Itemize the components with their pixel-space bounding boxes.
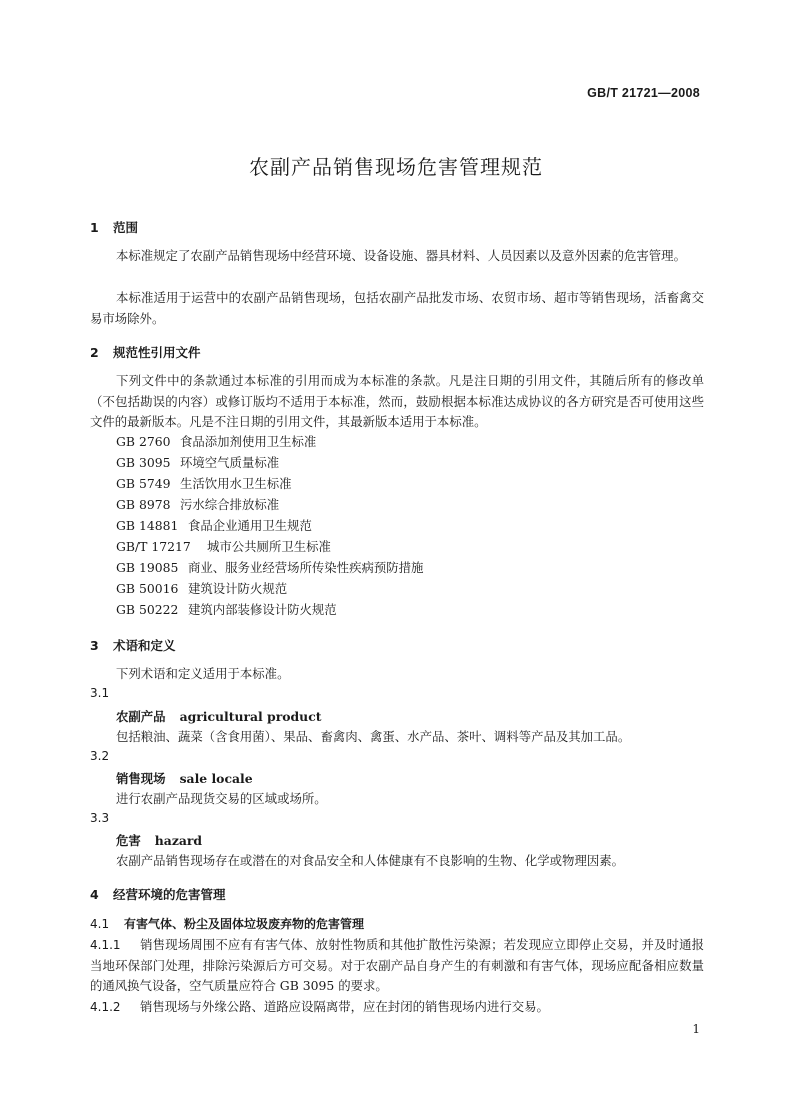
terms-intro: 下列术语和定义适用于本标准。: [116, 666, 290, 681]
reference-code: GB 8978: [116, 497, 171, 512]
reference-item: [116, 558, 423, 576]
reference-code: GB 5749: [116, 476, 171, 491]
scope-paragraph-2: 本标准适用于运营中的农副产品销售现场，包括农副产品批发市场、农贸市场、超市等销售现场，活畜禽交易市场除外。: [90, 290, 704, 326]
term-chinese: 农副产品: [116, 709, 166, 724]
section-2-heading: [90, 343, 201, 361]
term-chinese: 销售现场: [116, 771, 166, 786]
term-definition: 包括粮油、蔬菜（含食用菌）、果品、畜禽肉、禽蛋、水产品、茶叶、调料等产品及其加工品。: [116, 729, 631, 744]
clause-text: 销售现场周围不应有有害气体、放射性物质和其他扩散性污染源；若发现应立即停止交易，并及时通报当地环保部门处理，排除污染源后方可交易。对于农副产品自身产生的有刺激和有害气体，现场应配备相应数量的通风换气设备，空气质量应符合 GB 3095 的要求。: [90, 937, 704, 993]
section-4-heading: [90, 885, 226, 903]
term-number: 3.2: [90, 749, 110, 763]
reference-title: 建筑设计防火规范: [188, 581, 288, 596]
section-title: 经营环境的危害管理: [113, 887, 226, 902]
section-title: 规范性引用文件: [113, 345, 201, 360]
subsection-number: 4.1: [90, 917, 110, 931]
reference-code: GB 19085: [116, 560, 179, 575]
section-number: 4: [90, 887, 99, 902]
section-title: 术语和定义: [113, 638, 176, 653]
reference-item: [116, 474, 292, 492]
reference-item: [116, 579, 287, 597]
reference-item: [116, 516, 312, 534]
section-title: 范围: [113, 220, 139, 235]
section-number: 2: [90, 345, 99, 360]
term-english: sale locale: [179, 771, 253, 786]
term-number: 3.3: [90, 811, 110, 825]
standard-number: GB/T 21721—2008: [587, 86, 700, 100]
reference-code: GB 2760: [116, 434, 171, 449]
reference-code: GB/T 17217: [116, 539, 191, 554]
reference-code: GB 14881: [116, 518, 179, 533]
reference-title: 城市公共厕所卫生标准: [207, 539, 331, 554]
reference-code: GB 50016: [116, 581, 179, 596]
clause-number: 4.1.2: [90, 1000, 121, 1014]
section-number: 3: [90, 638, 99, 653]
term-heading: [116, 769, 253, 787]
page-number: 1: [692, 1022, 700, 1036]
reference-title: 生活饮用水卫生标准: [180, 476, 292, 491]
term-heading: [116, 831, 202, 849]
scope-paragraph-1: 本标准规定了农副产品销售现场中经营环境、设备设施、器具材料、人员因素以及意外因素的危害管理。: [116, 248, 686, 263]
clause-4-1-2: [90, 997, 704, 1018]
reference-title: 食品添加剂使用卫生标准: [180, 434, 317, 449]
reference-item: [116, 600, 337, 618]
reference-title: 食品企业通用卫生规范: [188, 518, 312, 533]
reference-item: [116, 537, 331, 555]
section-number: 1: [90, 220, 99, 235]
reference-title: 建筑内部装修设计防火规范: [188, 602, 337, 617]
term-heading: [116, 707, 321, 725]
section-1-heading: [90, 218, 138, 236]
reference-code: GB 3095: [116, 455, 171, 470]
clause-4-1-1: [90, 935, 704, 997]
term-english: agricultural product: [179, 709, 322, 724]
term-chinese: 危害: [116, 833, 141, 848]
clause-text: 销售现场与外缘公路、道路应设隔离带，应在封闭的销售现场内进行交易。: [140, 999, 549, 1014]
subsection-title: 有害气体、粉尘及固体垃圾废弃物的危害管理: [124, 917, 365, 931]
reference-item: [116, 453, 279, 471]
reference-item: [116, 432, 316, 450]
reference-title: 商业、服务业经营场所传染性疾病预防措施: [188, 560, 424, 575]
term-number: 3.1: [90, 686, 110, 700]
term-definition: 进行农副产品现货交易的区域或场所。: [116, 791, 327, 806]
page-title: 农副产品销售现场危害管理规范: [249, 155, 543, 179]
clause-number: 4.1.1: [90, 938, 121, 952]
term-english: hazard: [154, 833, 203, 848]
reference-code: GB 50222: [116, 602, 179, 617]
reference-title: 污水综合排放标准: [180, 497, 280, 512]
section-3-heading: [90, 636, 176, 654]
term-definition: 农副产品销售现场存在或潜在的对食品安全和人体健康有不良影响的生物、化学或物理因素。: [116, 853, 625, 868]
reference-title: 环境空气质量标准: [180, 455, 280, 470]
subsection-4-1-heading: [90, 915, 364, 932]
reference-item: [116, 495, 279, 513]
references-paragraph: 下列文件中的条款通过本标准的引用而成为本标准的条款。凡是注日期的引用文件，其随后所有的修改单（不包括勘误的内容）或修订版均不适用于本标准，然而，鼓励根据本标准达成协议的各方研究是否可使用这些文件的最新版本。凡是不注日期的引用文件，其最新版本适用于本标准。: [90, 373, 704, 429]
